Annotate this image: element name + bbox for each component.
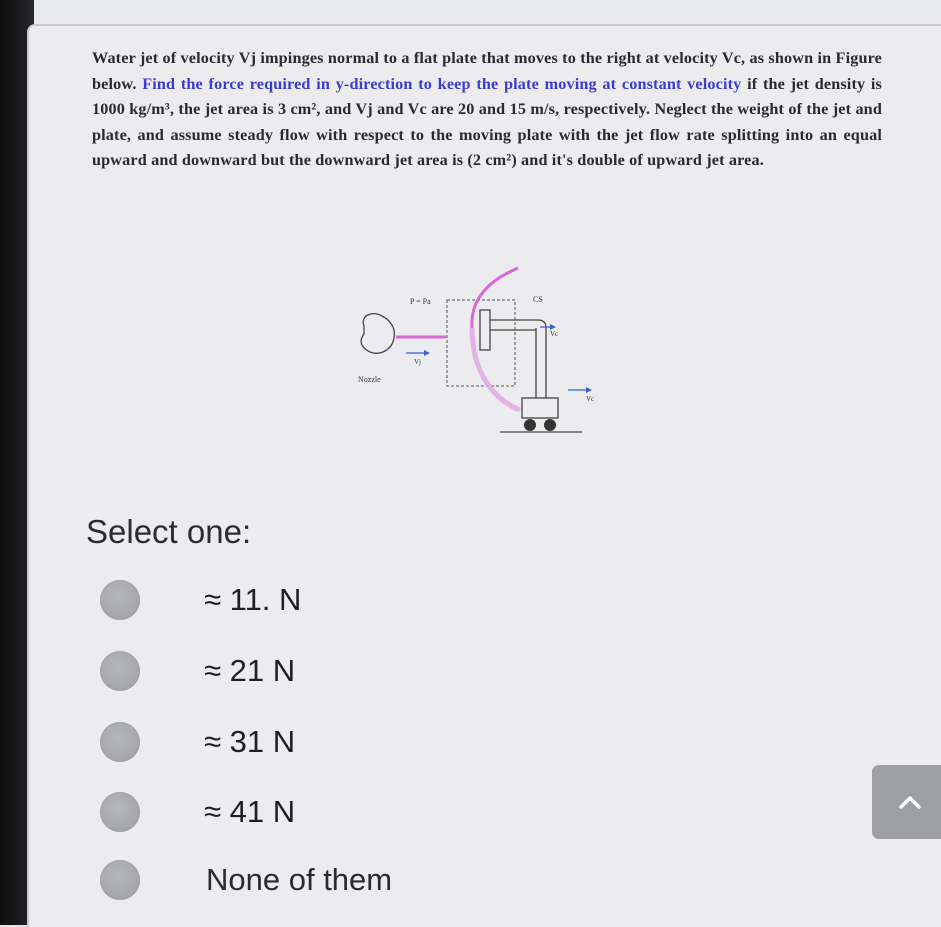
scroll-to-top-button[interactable]	[872, 765, 941, 839]
answer-option-none[interactable]	[96, 855, 516, 905]
cart-wheel-right	[544, 419, 556, 431]
radio-button[interactable]	[100, 792, 140, 832]
cart-body	[522, 398, 558, 418]
flat-plate	[480, 310, 490, 350]
option-label: ≈ 41 N	[204, 794, 296, 829]
question-text	[92, 46, 882, 174]
vc-label-bottom: Vc	[586, 395, 595, 403]
vj-arrowhead	[424, 350, 430, 356]
answer-option-11n[interactable]	[96, 575, 516, 625]
cs-label: CS	[533, 295, 543, 304]
radio-button[interactable]	[100, 722, 140, 762]
nozzle-icon	[361, 314, 394, 354]
upward-jet-stream	[472, 268, 518, 328]
radio-button[interactable]	[100, 580, 140, 620]
question-text-part2: if the jet density is 1000 kg/m³, the jet area is 3 cm², and Vj and Vc are 20 and 15 m/s, respectively. Neglect the weight of the jet and plate, and assume steady flow with respect to the moving plate with the jet flow rate splitting into an equal upward and downward but the downward jet area is (2 cm²) and it's double of upward jet area.	[92, 74, 882, 169]
vc-label-top: Vc	[550, 330, 559, 338]
radio-button[interactable]	[100, 651, 140, 691]
question-highlight: Find the force required in y-direction to keep the plate moving at constant velocity	[142, 74, 742, 93]
chevron-up-icon	[895, 787, 925, 817]
question-text-part1: Water jet of velocity Vj impinges normal to a flat plate that moves to the right at velocity Vc, as shown in Figure below.	[92, 49, 882, 93]
option-label: None of them	[206, 862, 393, 897]
nozzle-label: Nozzle	[358, 375, 381, 384]
option-label: ≈ 21 N	[204, 653, 296, 688]
pressure-label: P = Pa	[410, 297, 431, 306]
downward-jet-stream	[472, 328, 520, 410]
vj-label: Vj	[414, 358, 421, 366]
answer-option-41n[interactable]	[96, 787, 516, 837]
cart-wheel-left	[524, 419, 536, 431]
radio-button[interactable]	[100, 860, 140, 900]
answer-option-31n[interactable]	[96, 717, 516, 767]
answer-option-21n[interactable]	[96, 646, 516, 696]
option-label: ≈ 11. N	[204, 582, 302, 617]
select-one-label: Select one:	[86, 513, 252, 550]
option-label: ≈ 31 N	[204, 724, 296, 759]
moving-plate-figure	[350, 258, 600, 458]
vc-arrowhead-bottom	[586, 387, 592, 393]
